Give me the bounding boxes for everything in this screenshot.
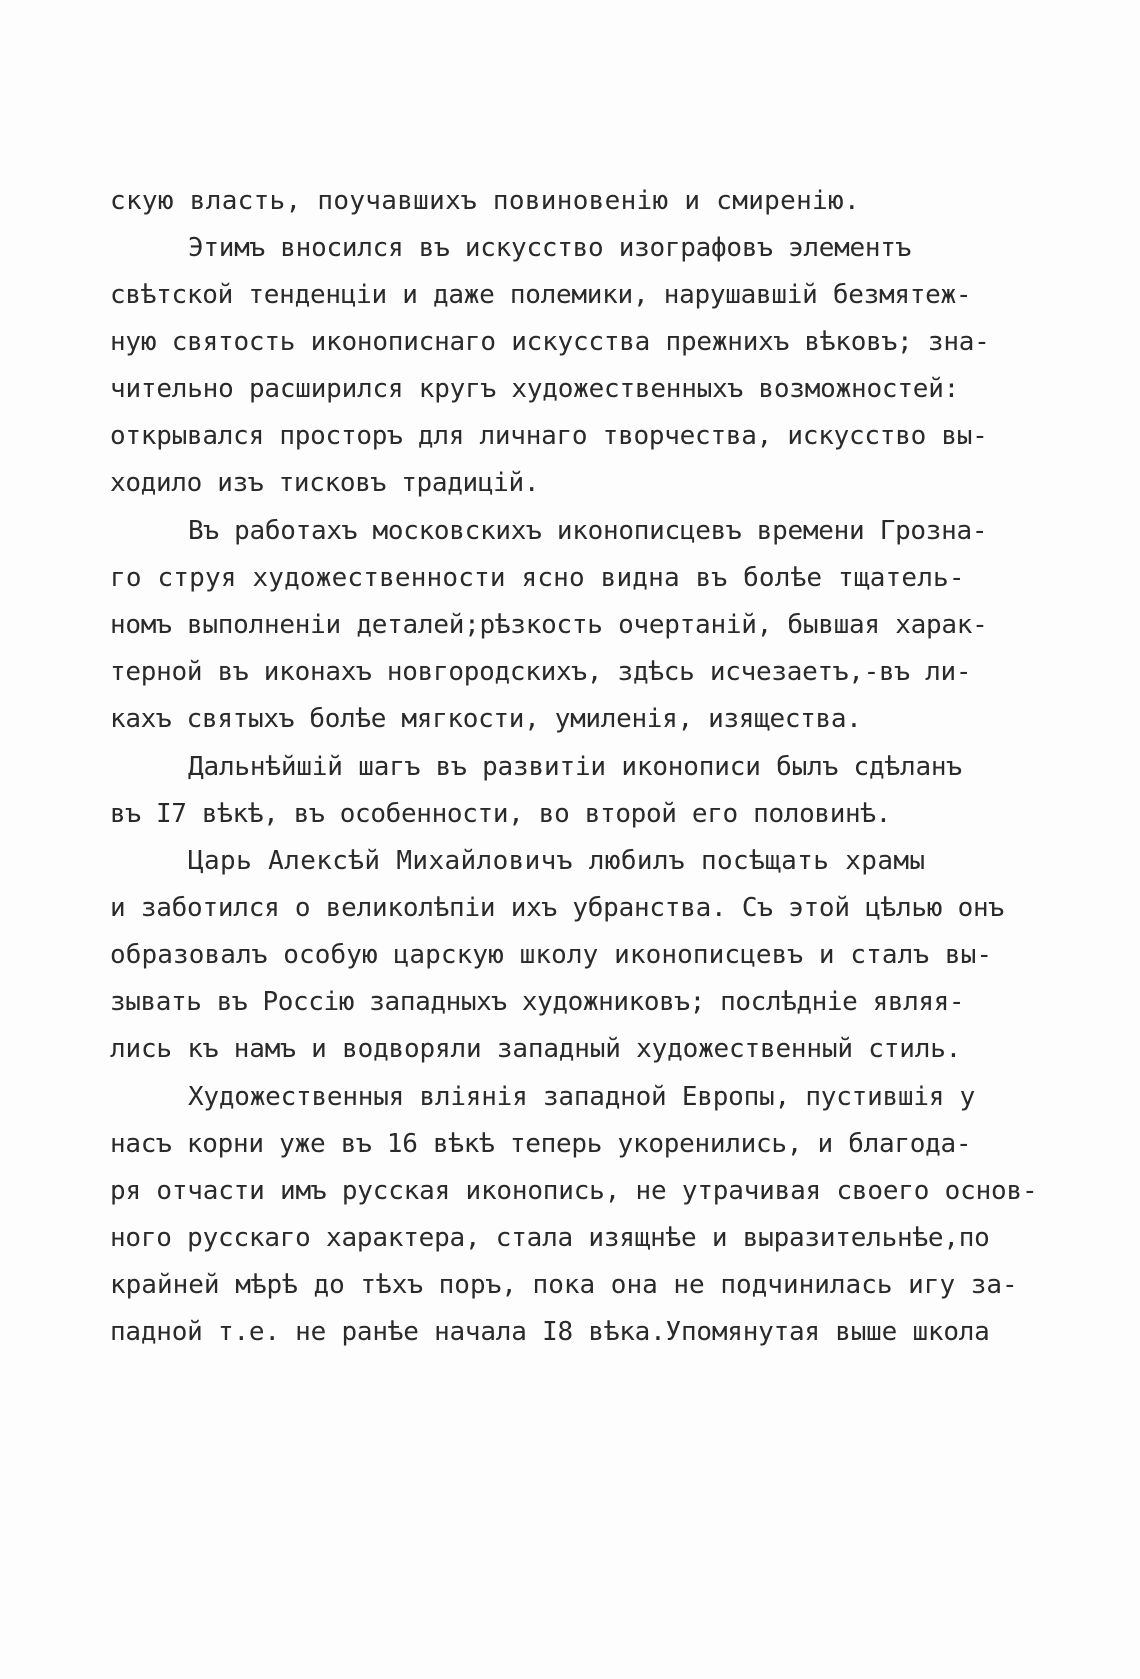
text-line: лись къ намъ и водворяли западный художественный стиль. [110,1034,962,1064]
text-line: крайней мѣрѣ до тѣхъ поръ, пока она не подчинилась игу за- [110,1270,1018,1300]
text-line: образовалъ особую царскую школу иконописцевъ и сталъ вы- [110,940,993,970]
text-line: ходило изъ тисковъ традицiй. [110,468,540,498]
text-line: зывать въ Россiю западныхъ художниковъ; послѣднiе являя- [110,987,965,1017]
text-line: падной т.е. не ранѣе начала I8 вѣка.Упомянутая выше школа [110,1317,990,1347]
text-line: Дальнѣйшiй шагъ въ развитiи иконописи былъ сдѣланъ [188,752,962,782]
text-line: свѣтской тенденцiи и даже полемики, нарушавшiй безмятеж- [110,280,972,310]
text-line: насъ корни уже въ 16 вѣкѣ теперь укоренились, и благода- [110,1129,972,1159]
text-line: открывался просторъ для личнаго творчества, искусство вы- [110,421,988,451]
text-line: Въ работахъ московскихъ иконописцевъ времени Грозна- [188,516,988,546]
text-line: ря отчасти имъ русская иконопись, не утрачивая своего основ- [110,1176,1038,1206]
text-line: номъ выполненiи деталей;рѣзкость очертанiй, бывшая харак- [110,610,988,640]
text-line: Царь Алексѣй Михайловичъ любилъ посѣщать храмы [188,846,926,876]
text-line: кахъ святыхъ болѣе мягкости, умиленiя, изящества. [110,704,862,734]
text-line: Этимъ вносился въ искусство изографовъ элементъ [188,233,912,263]
text-line: го струя художественности ясно видна въ болѣе тщатель- [110,563,965,593]
text-line: ную святость иконописнаго искусства прежнихъ вѣковъ; зна- [110,327,990,357]
text-line: терной въ иконахъ новгородскихъ, здѣсь исчезаетъ,-въ ли- [110,657,972,687]
text-line: Художественныя влiянiя западной Европы, пустившiя у [188,1082,976,1112]
text-line: скую власть, поучавшихъ повиновенiю и смиренiю. [110,186,860,216]
text-line: въ I7 вѣкѣ, въ особенности, во второй его половинѣ. [110,799,891,829]
text-line: ного русскаго характера, стала изящнѣе и выразительнѣе,по [110,1223,990,1253]
text-line: чительно расширился кругъ художественныхъ возможностей: [110,374,960,404]
text-line: и заботился о великолѣпiи ихъ убранства. Съ этой цѣлью онъ [110,893,1004,923]
